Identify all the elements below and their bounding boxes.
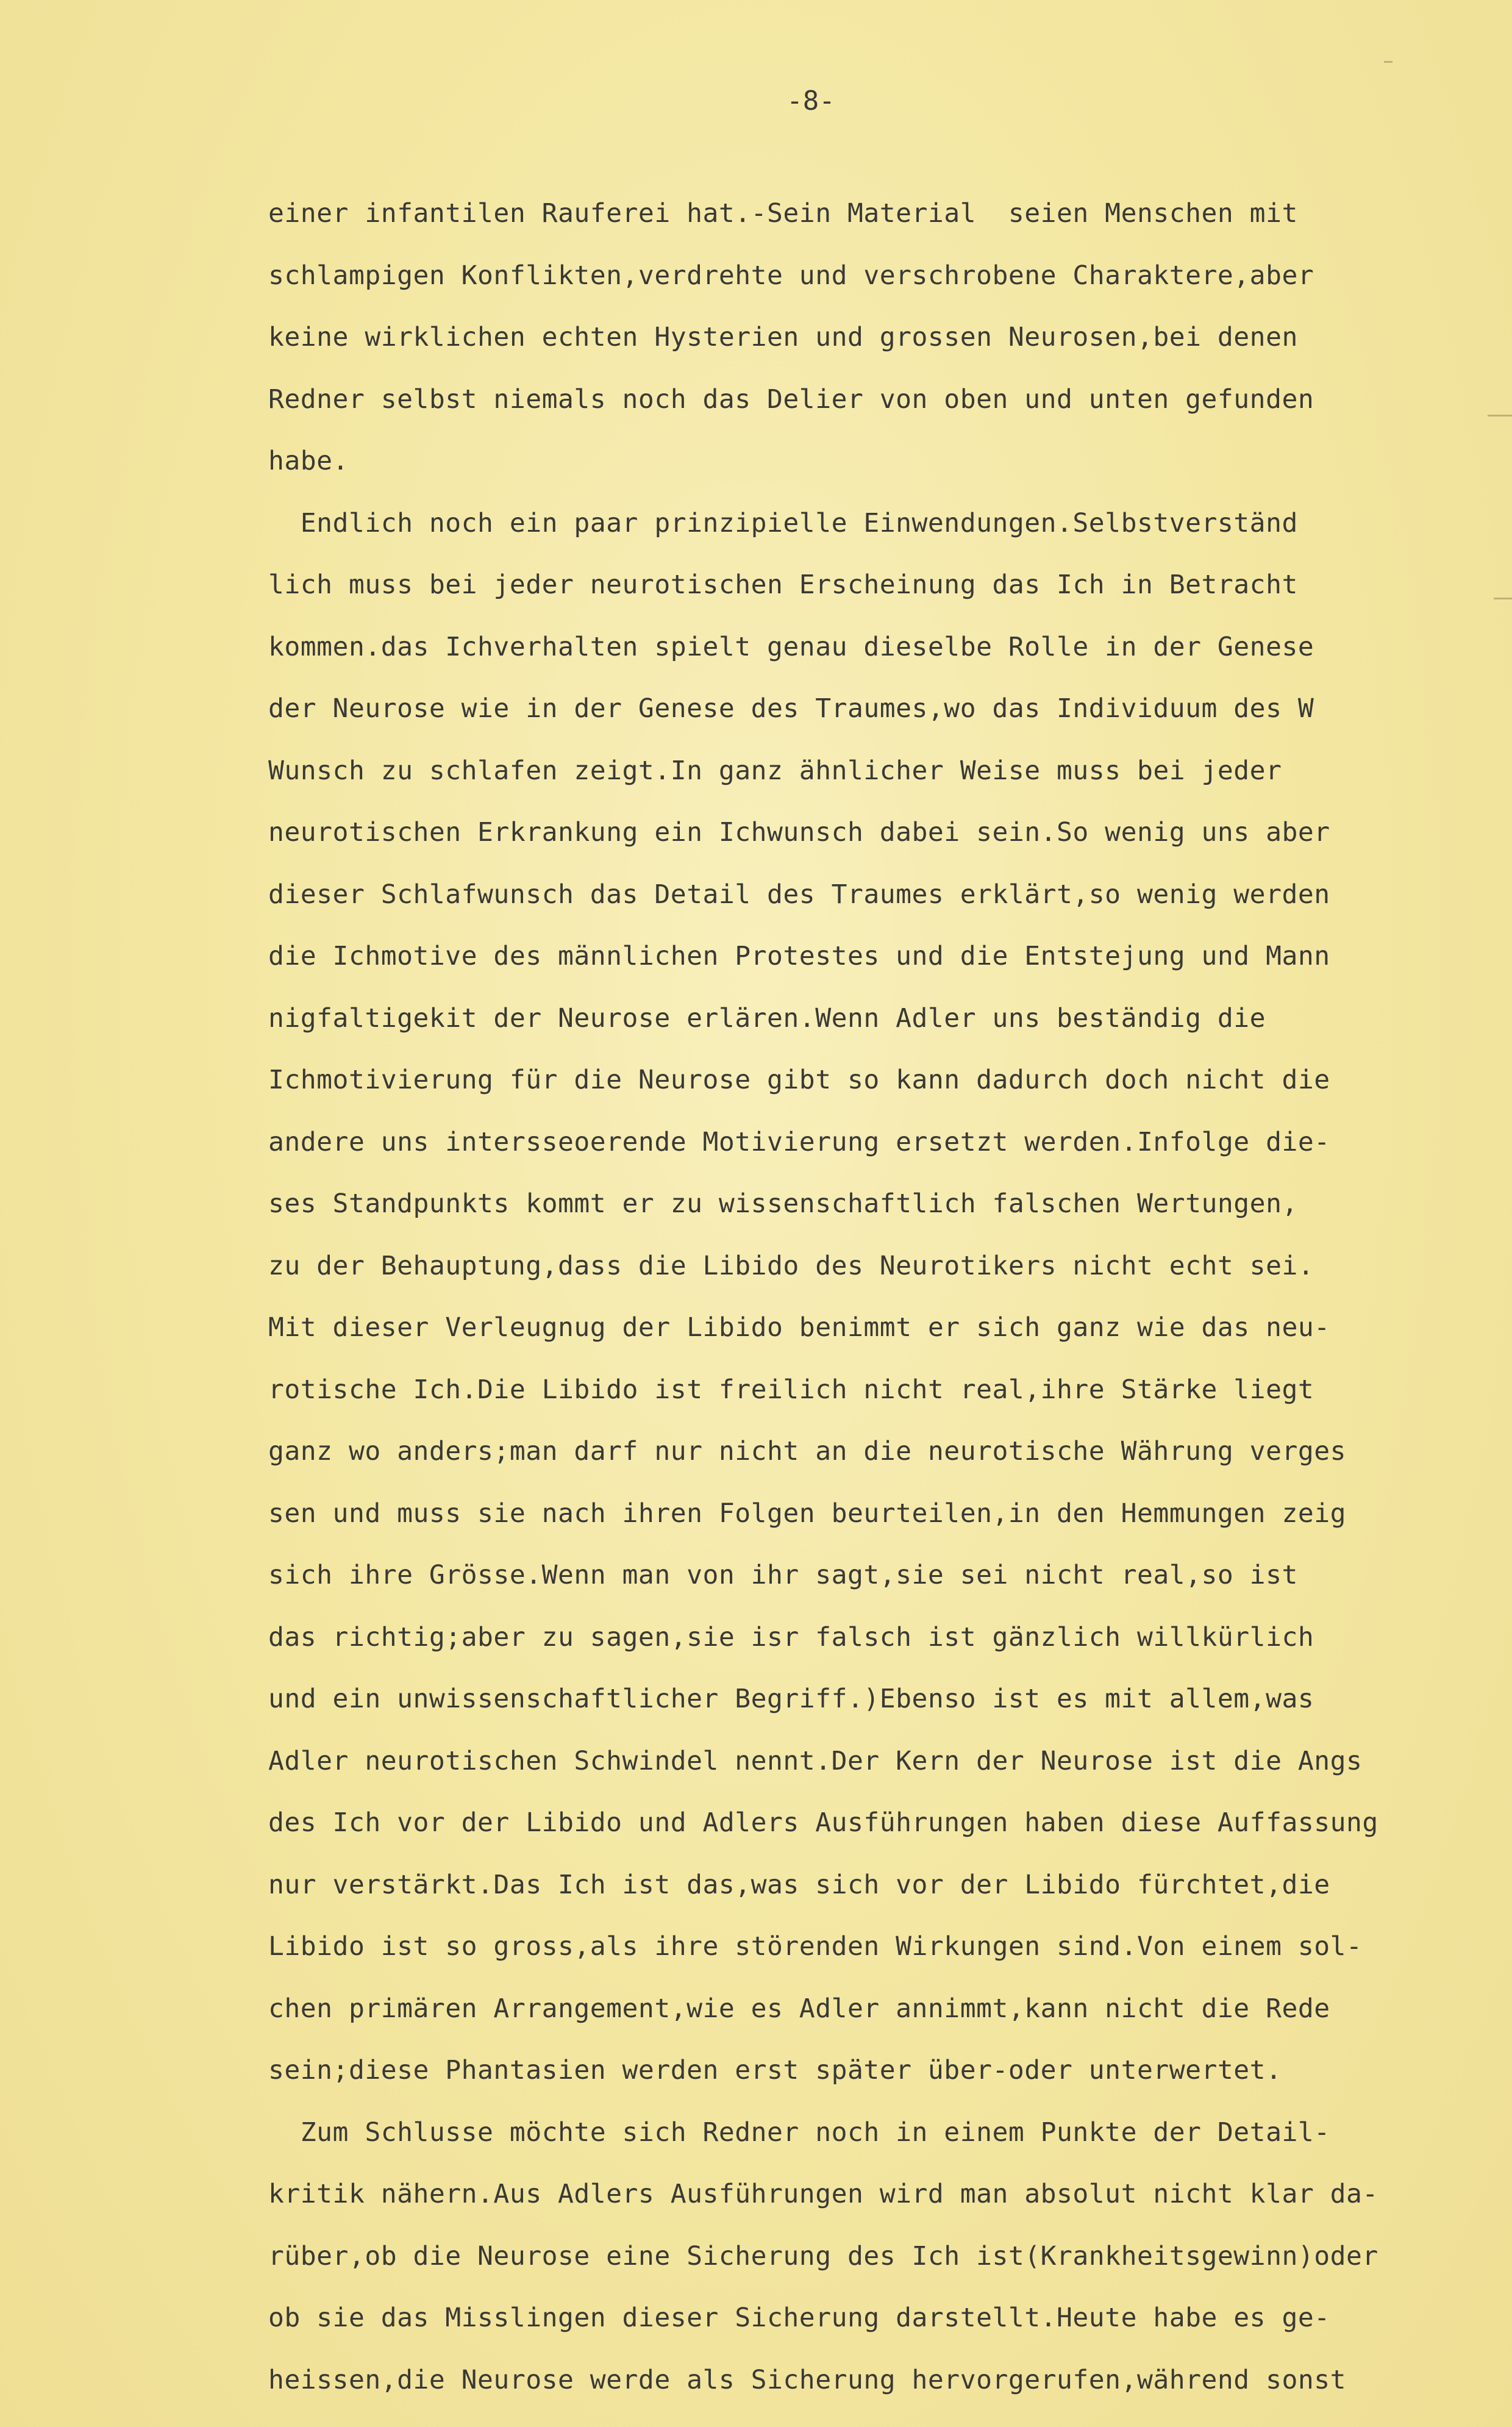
text-line: kritik nähern.Aus Adlers Ausführungen wird man absolut nicht klar da- <box>268 2179 1378 2209</box>
text-line: ses Standpunkts kommt er zu wissenschaftlich falschen Wertungen, <box>268 1188 1298 1219</box>
page-number: -8- <box>786 85 835 116</box>
text-line: keine wirklichen echten Hysterien und grossen Neurosen,bei denen <box>268 322 1298 352</box>
text-line: dieser Schlafwunsch das Detail des Traumes erklärt,so wenig werden <box>268 879 1330 910</box>
text-line: der Neurose wie in der Genese des Traumes,wo das Individuum des W <box>268 693 1314 724</box>
text-line: nigfaltigekit der Neurose erlären.Wenn Adler uns beständig die <box>268 1003 1266 1034</box>
text-line: zu der Behauptung,dass die Libido des Neurotikers nicht echt sei. <box>268 1250 1314 1281</box>
paper-edge-mark <box>1488 415 1512 416</box>
text-line: Zum Schlusse möchte sich Redner noch in einem Punkte der Detail- <box>268 2117 1330 2148</box>
text-line: schlampigen Konflikten,verdrehte und verschrobene Charaktere,aber <box>268 260 1314 291</box>
text-line: andere uns intersseoerende Motivierung ersetzt werden.Infolge die- <box>268 1126 1330 1157</box>
text-line: Wunsch zu schlafen zeigt.In ganz ähnlicher Weise muss bei jeder <box>268 755 1282 786</box>
text-line: ob sie das Misslingen dieser Sicherung darstellt.Heute habe es ge- <box>268 2303 1330 2333</box>
text-line: Ichmotivierung für die Neurose gibt so kann dadurch doch nicht die <box>268 1065 1330 1095</box>
text-line: Adler neurotischen Schwindel nennt.Der Kern der Neurose ist die Angs <box>268 1745 1363 1776</box>
text-line: lich muss bei jeder neurotischen Erscheinung das Ich in Betracht <box>268 570 1298 600</box>
text-line: rotische Ich.Die Libido ist freilich nicht real,ihre Stärke liegt <box>268 1374 1314 1405</box>
paper-edge-mark <box>1384 61 1393 63</box>
text-line: die Ichmotive des männlichen Protestes und die Entstejung und Mann <box>268 941 1330 971</box>
text-line: sen und muss sie nach ihren Folgen beurteilen,in den Hemmungen zeig <box>268 1498 1347 1529</box>
text-line: ganz wo anders;man darf nur nicht an die neurotische Währung verges <box>268 1436 1347 1467</box>
text-line: des Ich vor der Libido und Adlers Ausführungen haben diese Auffassung <box>268 1807 1378 1838</box>
text-line: neurotischen Erkrankung ein Ichwunsch dabei sein.So wenig uns aber <box>268 817 1330 848</box>
text-line: das richtig;aber zu sagen,sie isr falsch ist gänzlich willkürlich <box>268 1621 1314 1653</box>
text-line: und ein unwissenschaftlicher Begriff.)Ebenso ist es mit allem,was <box>268 1684 1314 1714</box>
text-line: sich ihre Grösse.Wenn man von ihr sagt,sie sei nicht real,so ist <box>268 1560 1298 1590</box>
text-line: nur verstärkt.Das Ich ist das,was sich vor der Libido fürchtet,die <box>268 1869 1330 1900</box>
text-line: Endlich noch ein paar prinzipielle Einwendungen.Selbstverständ <box>268 507 1298 538</box>
text-line: Libido ist so gross,als ihre störenden Wirkungen sind.Von einem sol- <box>268 1931 1363 1962</box>
text-line: sein;diese Phantasien werden erst später über-oder unterwertet. <box>268 2055 1282 2086</box>
text-line: habe. <box>268 446 349 476</box>
text-line: einer infantilen Rauferei hat.-Sein Material seien Menschen mit <box>268 198 1298 229</box>
paper-edge-mark <box>1494 598 1512 599</box>
text-line: chen primären Arrangement,wie es Adler annimmt,kann nicht die Rede <box>268 1993 1330 2024</box>
text-line: heissen,die Neurose werde als Sicherung hervorgerufen,während sonst <box>268 2364 1347 2395</box>
text-line: Redner selbst niemals noch das Delier von oben und unten gefunden <box>268 384 1314 415</box>
text-line: Mit dieser Verleugnug der Libido benimmt er sich ganz wie das neu- <box>268 1312 1330 1343</box>
text-line: rüber,ob die Neurose eine Sicherung des Ich ist(Krankheitsgewinn)oder <box>268 2240 1378 2272</box>
typed-text-body <box>268 183 1494 2411</box>
text-line: kommen.das Ichverhalten spielt genau dieselbe Rolle in der Genese <box>268 631 1314 662</box>
